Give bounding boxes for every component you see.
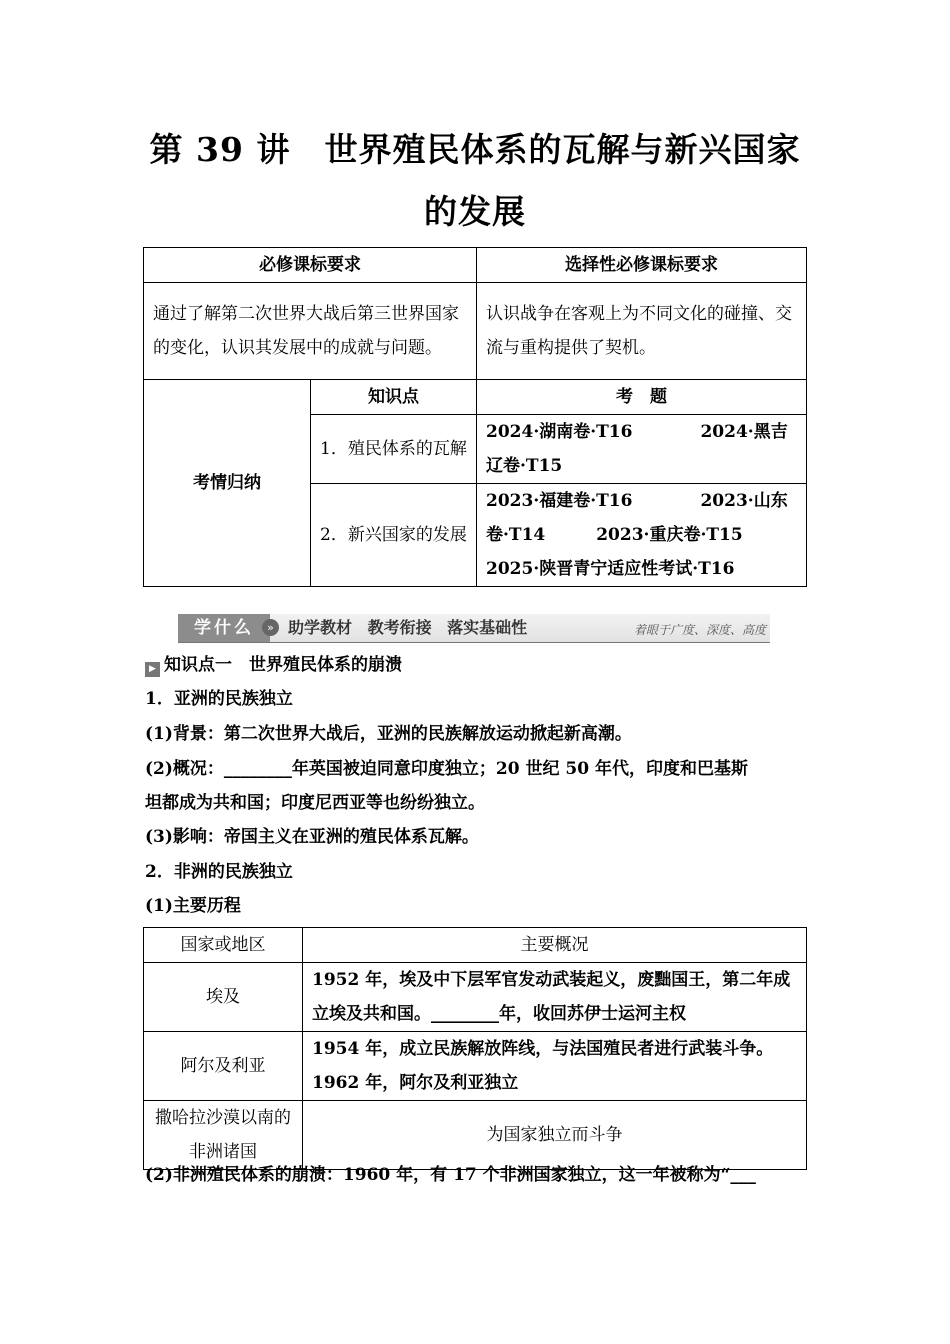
exam-references: 2023·福建卷·T16 2023·山东卷·T14 2023·重庆卷·T15 [486, 491, 788, 545]
section-banner [178, 614, 770, 643]
africa-title: 2．非洲的民族独立 [145, 862, 293, 882]
knowledge-point: 2．新兴国家的发展 [311, 484, 477, 587]
asia-overview-continued: 坦都成为共和国；印度尼西亚等也纷纷独立。 [145, 793, 485, 813]
table-row [144, 248, 807, 283]
page-title: 第 39 讲 世界殖民体系的瓦解与新兴国家 [149, 130, 801, 169]
section-heading-text: 知识点一 世界殖民体系的崩溃 [164, 655, 402, 675]
region-summary: 1954 年，成立民族解放阵线，与法国殖民者进行武装斗争。1962 年，阿尔及利亚独立 [303, 1032, 807, 1101]
exam-column-header: 考 题 [477, 380, 807, 415]
region-column-header: 国家或地区 [144, 928, 303, 963]
banner-label: 学什么 [178, 614, 270, 642]
summary-column-header: 主要概况 [303, 928, 807, 963]
page-title-line2: 的发展 [424, 192, 526, 231]
section-heading [145, 648, 807, 682]
compulsory-requirement-text: 通过了解第二次世界大战后第三世界国家的变化，认识其发展中的成就与问题。 [144, 283, 477, 380]
exam-references-cell [477, 484, 807, 587]
play-icon: ▶ [145, 662, 160, 677]
knowledge-point: 1．殖民体系的瓦解 [311, 415, 477, 484]
asia-background: (1)背景：第二次世界大战后，亚洲的民族解放运动掀起新高潮。 [145, 724, 632, 744]
table-row [144, 928, 807, 963]
asia-overview: (2)概况：________年英国被迫同意印度独立；20 世纪 50 年代，印度和巴基斯 [145, 759, 748, 779]
asia-impact: (3)影响：帝国主义在亚洲的殖民体系瓦解。 [145, 827, 479, 847]
table-row [144, 1032, 807, 1101]
africa-collapse: (2)非洲殖民体系的崩溃：1960 年，有 17 个非洲国家独立，这一年被称为“___ [145, 1165, 756, 1185]
africa-independence-table [143, 927, 807, 1170]
exam-references: 2024·湖南卷·T16 2024·黑吉辽卷·T15 [477, 415, 807, 484]
banner-main-text: 助学教材 教考衔接 落实基础性 [288, 618, 528, 637]
table-row [144, 283, 807, 380]
elective-requirement-text: 认识战争在客观上为不同文化的碰撞、交流与重构提供了契机。 [477, 283, 807, 380]
table-row [144, 963, 807, 1032]
exam-summary-label: 考情归纳 [144, 380, 311, 587]
exam-references-extra: 2025·陕晋青宁适应性考试·T16 [486, 559, 735, 579]
region-name: 埃及 [144, 963, 303, 1032]
chevron-right-icon: » [262, 619, 279, 636]
africa-history-label: (1)主要历程 [145, 896, 241, 916]
region-summary: 为国家独立而斗争 [303, 1101, 807, 1170]
asia-title: 1．亚洲的民族独立 [145, 689, 293, 709]
curriculum-requirements-table [143, 247, 807, 587]
header-elective: 选择性必修课标要求 [477, 248, 807, 283]
region-name: 阿尔及利亚 [144, 1032, 303, 1101]
table-row [144, 380, 807, 415]
knowledge-column-header: 知识点 [311, 380, 477, 415]
region-name: 撒哈拉沙漠以南的非洲诸国 [144, 1101, 303, 1170]
region-summary: 1952 年，埃及中下层军官发动武装起义，废黜国王，第二年成立埃及共和国。________年，收回苏伊士运河主权 [303, 963, 807, 1032]
banner-subtitle: 着眼于广度、深度、高度 [633, 623, 766, 637]
header-compulsory: 必修课标要求 [144, 248, 477, 283]
